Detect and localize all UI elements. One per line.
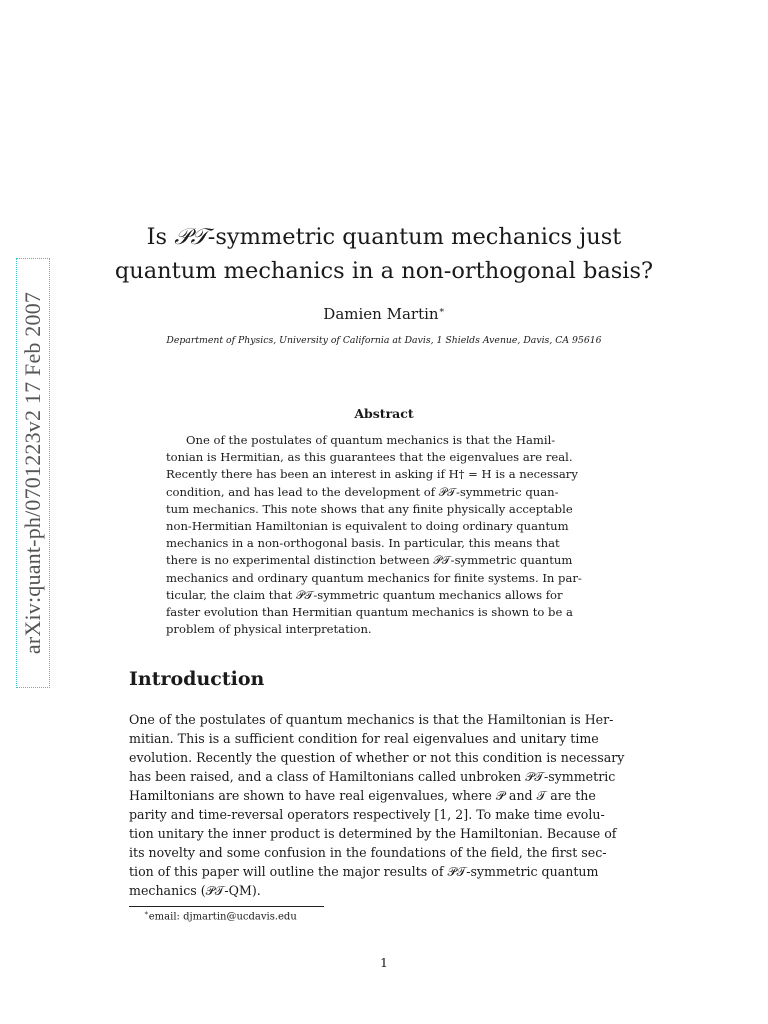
intro-line: tion of this paper will outline the major results of 𝒫𝒯-symmetric quantum — [129, 864, 599, 879]
footnote-email: email: djmartin@ucdavis.edu — [148, 911, 297, 923]
abstract-line: faster evolution than Hermitian quantum mechanics is shown to be a — [166, 605, 573, 620]
intro-line: parity and time-reversal operators respectively [1, 2]. To make time evolu- — [129, 807, 605, 822]
abstract-heading: Abstract — [354, 406, 414, 421]
paper-title — [100, 220, 668, 288]
intro-line: One of the postulates of quantum mechanics is that the Hamiltonian is Her- — [129, 712, 614, 727]
title-text-b: -symmetric quantum mechanics just — [207, 224, 622, 250]
title-pt-symbol: 𝒫𝒯 — [174, 224, 208, 250]
abstract-line: ticular, the claim that 𝒫𝒯-symmetric quantum mechanics allows for — [166, 587, 563, 602]
intro-line: its novelty and some confusion in the foundations of the field, the first sec- — [129, 845, 607, 860]
page-number: 1 — [380, 955, 388, 970]
arxiv-identifier-text: arXiv:quant-ph/0701223v2 17 Feb 2007 — [20, 291, 45, 655]
author-line — [100, 305, 668, 323]
abstract-line: mechanics and ordinary quantum mechanics for finite systems. In par- — [166, 570, 582, 585]
introduction-body — [129, 710, 625, 900]
abstract-line: condition, and has lead to the development of 𝒫𝒯-symmetric quan- — [166, 484, 559, 499]
abstract-line: Recently there has been an interest in asking if H† = H is a necessary — [166, 467, 578, 482]
abstract-line: mechanics in a non-orthogonal basis. In particular, this means that — [166, 536, 560, 551]
abstract-line: non-Hermitian Hamiltonian is equivalent to doing ordinary quantum — [166, 519, 569, 534]
abstract-body — [166, 432, 580, 638]
intro-line: evolution. Recently the question of whether or not this condition is necessary — [129, 750, 625, 765]
title-text-a: Is — [146, 224, 175, 250]
footnote-mark: ∗ — [144, 909, 149, 917]
abstract-line: problem of physical interpretation. — [166, 622, 372, 637]
title-line-1 — [100, 220, 668, 254]
footnote — [144, 909, 297, 922]
intro-line: has been raised, and a class of Hamiltonians called unbroken 𝒫𝒯-symmetric — [129, 769, 616, 784]
intro-line: mechanics (𝒫𝒯-QM). — [129, 883, 261, 898]
arxiv-identifier-stamp — [16, 258, 50, 688]
abstract-line: One of the postulates of quantum mechanics is that the Hamil- — [186, 433, 556, 447]
intro-line: tion unitary the inner product is determined by the Hamiltonian. Because of — [129, 826, 617, 841]
footnote-divider — [129, 906, 324, 907]
intro-line: Hamiltonians are shown to have real eigenvalues, where 𝒫 and 𝒯 are the — [129, 788, 596, 803]
abstract-line: tum mechanics. This note shows that any finite physically acceptable — [166, 501, 573, 516]
intro-line: mitian. This is a sufficient condition for real eigenvalues and unitary time — [129, 731, 599, 746]
section-heading-introduction: Introduction — [129, 668, 265, 690]
author-affiliation: Department of Physics, University of California at Davis, 1 Shields Avenue, Davis, CA 95616 — [166, 335, 602, 346]
author-footnote-mark: ∗ — [438, 306, 445, 316]
author-name: Damien Martin — [323, 305, 439, 323]
abstract-line: there is no experimental distinction between 𝒫𝒯-symmetric quantum — [166, 553, 573, 568]
abstract-line: tonian is Hermitian, as this guarantees that the eigenvalues are real. — [166, 450, 573, 465]
title-line-2: quantum mechanics in a non-orthogonal basis? — [114, 258, 654, 284]
